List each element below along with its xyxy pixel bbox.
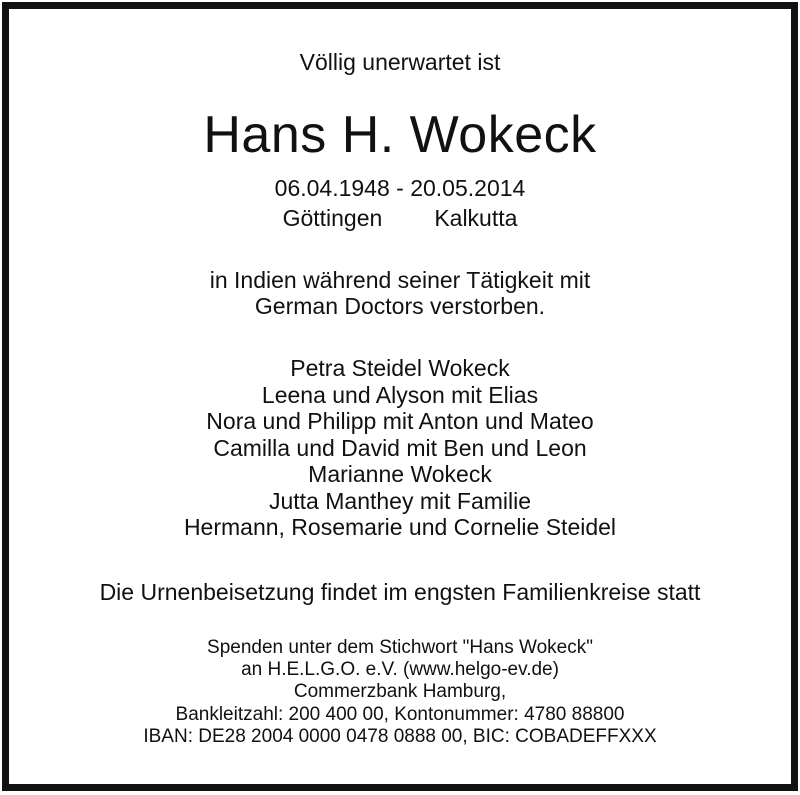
burial-note: Die Urnenbeisetzung findet im engsten Familienkreise statt xyxy=(99,579,701,605)
obituary-notice xyxy=(2,2,798,791)
mourner-line: Leena und Alyson mit Elias xyxy=(261,381,539,408)
donation-info xyxy=(9,637,791,748)
death-place: Kalkutta xyxy=(434,205,518,231)
intro-text: Völlig unerwartet ist xyxy=(299,49,501,75)
mourner-line: Hermann, Rosemarie und Cornelie Steidel xyxy=(183,514,617,540)
donation-line: Spenden unter dem Stichwort "Hans Wokeck" xyxy=(207,637,593,658)
mourner-line: Petra Steidel Wokeck xyxy=(290,355,510,381)
mourners-list xyxy=(9,355,791,541)
donation-line: Commerzbank Hamburg, xyxy=(293,681,507,703)
life-dates: 06.04.1948 - 20.05.2014 xyxy=(274,175,526,201)
mourner-line: Nora und Philipp mit Anton und Mateo xyxy=(206,408,594,434)
life-places xyxy=(9,205,791,232)
mourner-line: Camilla und David mit Ben und Leon xyxy=(213,434,587,461)
donation-line: IBAN: DE28 2004 0000 0478 0888 00, BIC: COBADEFFXXX xyxy=(143,725,657,747)
birth-place: Göttingen xyxy=(282,205,383,231)
body-text-line-1: in Indien während seiner Tätigkeit mit xyxy=(209,267,591,293)
donation-line: an H.E.L.G.O. e.V. (www.helgo-ev.de) xyxy=(241,659,559,681)
deceased-name: Hans H. Wokeck xyxy=(203,106,597,164)
donation-line: Bankleitzahl: 200 400 00, Kontonummer: 4780 88800 xyxy=(175,703,625,725)
mourner-line: Jutta Manthey mit Familie xyxy=(268,487,532,514)
mourner-line: Marianne Wokeck xyxy=(308,461,492,487)
body-text-line-2: German Doctors verstorben. xyxy=(254,293,546,319)
